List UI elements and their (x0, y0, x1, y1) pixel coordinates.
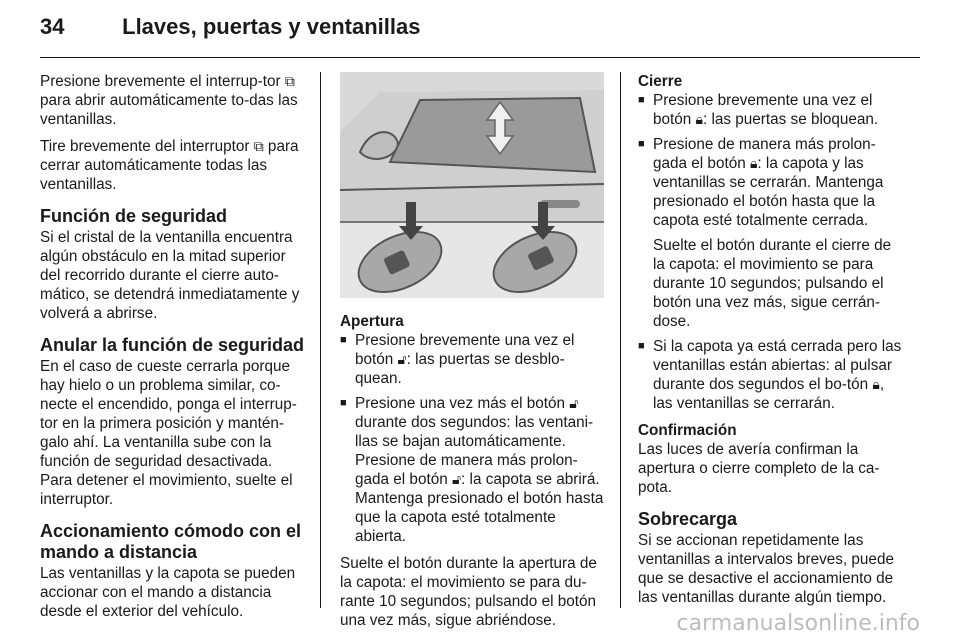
unlock-icon: 🔓︎ (451, 471, 462, 487)
column-1 (40, 72, 308, 629)
list-apertura (340, 331, 608, 546)
heading-remote-operation: Accionamiento cómodo con el mando a distancia (40, 521, 302, 562)
paragraph-sobrecarga: Si se accionan repetidamente las ventanillas a intervalos breves, puede que se desactive el accionamiento de las ventanillas durante algún tiempo. (638, 532, 894, 606)
lock-icon: 🔒︎ (695, 111, 703, 127)
header-rule (40, 57, 920, 58)
list-cierre (638, 91, 906, 413)
unlock-icon: 🔓︎ (397, 351, 407, 367)
page-title: Llaves, puertas y ventanillas (122, 14, 421, 39)
paragraph-safety-function: Si el cristal de la ventanilla encuentra algún obstáculo en la mitad superior del recorrido durante el cierre auto-mático, se detendrá inmediatamente y volverá a abrirse. (40, 229, 300, 322)
column-divider-1 (320, 72, 321, 608)
list-item: ■ Presione brevemente una vez el botón 🔓︎: las puertas se desblo-quean. (340, 331, 608, 388)
column-2 (340, 72, 608, 638)
heading-safety-function: Función de seguridad (40, 206, 228, 226)
lock-icon: 🔒︎ (749, 155, 758, 171)
heading-apertura: Apertura (340, 313, 404, 330)
paragraph-close-windows: Tire brevemente del interruptor ⧉ para cerrar automáticamente todas las ventanillas. (40, 138, 299, 193)
heading-confirmacion: Confirmación (638, 422, 737, 439)
paragraph-open-windows: Presione brevemente el interrup-tor ⧉ para abrir automáticamente to-das las ventanillas. (40, 73, 298, 128)
unlock-icon: 🔓︎ (569, 395, 579, 411)
paragraph-apertura-release: Suelte el botón durante la apertura de la capota: el movimiento se para du-rante 10 segundos; pulsando el botón una vez más, sigue abriéndose. (340, 555, 597, 629)
list-item: ■ Presione una vez más el botón 🔓︎ durante dos segundos: las ventani-llas se bajan automáticamente. Presione de manera más prolon-gada el botón 🔓︎: la capota se abrirá. Mantenga presionado el botón hasta que la capota esté totalmente abierta. (340, 394, 608, 546)
lock-icon: 🔒︎ (872, 376, 880, 392)
list-item: ■ Presione de manera más prolon-gada el botón 🔒︎: la capota y las ventanillas se cerrarán. Mantenga presionado el botón hasta que la capota esté totalmente cerrada. Suelte el botón durante el cierre de la capota: el movimiento se para durante 10 segundos; pulsando el botón una vez más, sigue cerrán-dose. (638, 135, 906, 331)
heading-override-safety: Anular la función de seguridad (40, 335, 305, 355)
page-header (40, 14, 421, 40)
list-item-continuation: Suelte el botón durante el cierre de la capota: el movimiento se para durante 10 segundos; pulsando el botón una vez más, sigue cerrán-dose. (653, 237, 892, 330)
page-number: 34 (40, 14, 65, 39)
heading-cierre: Cierre (638, 73, 683, 90)
paragraph-remote-operation: Las ventanillas y la capota se pueden accionar con el mando a distancia desde el exterior del vehículo. (40, 565, 296, 620)
list-item: ■ Presione brevemente una vez el botón 🔒︎: las puertas se bloquean. (638, 91, 906, 129)
paragraph-override-safety: En el caso de cueste cerrarla porque hay hielo o un problema similar, co-necte el encendido, ponga el interrup-tor en la primera posición y mantén-galo ahí. La ventanilla sube con la función de seguridad desactivada. Para detener el movimiento, suelte el interruptor. (40, 358, 297, 508)
car-window-remote-illustration (340, 72, 604, 298)
window-switch-icon: ⧉ (284, 73, 295, 89)
column-divider-2 (620, 72, 621, 608)
window-switch-icon: ⧉ (253, 138, 264, 154)
paragraph-confirmacion: Las luces de avería confirman la apertura o cierre completo de la ca-pota. (638, 441, 880, 496)
heading-sobrecarga: Sobrecarga (638, 509, 738, 529)
watermark: carmanualsonline.info (676, 611, 920, 636)
column-3 (638, 72, 906, 615)
list-item: ■ Si la capota ya está cerrada pero las ventanillas están abiertas: al pulsar durante dos segundos el bo-tón 🔒︎, las ventanillas se cerrarán. (638, 337, 906, 413)
